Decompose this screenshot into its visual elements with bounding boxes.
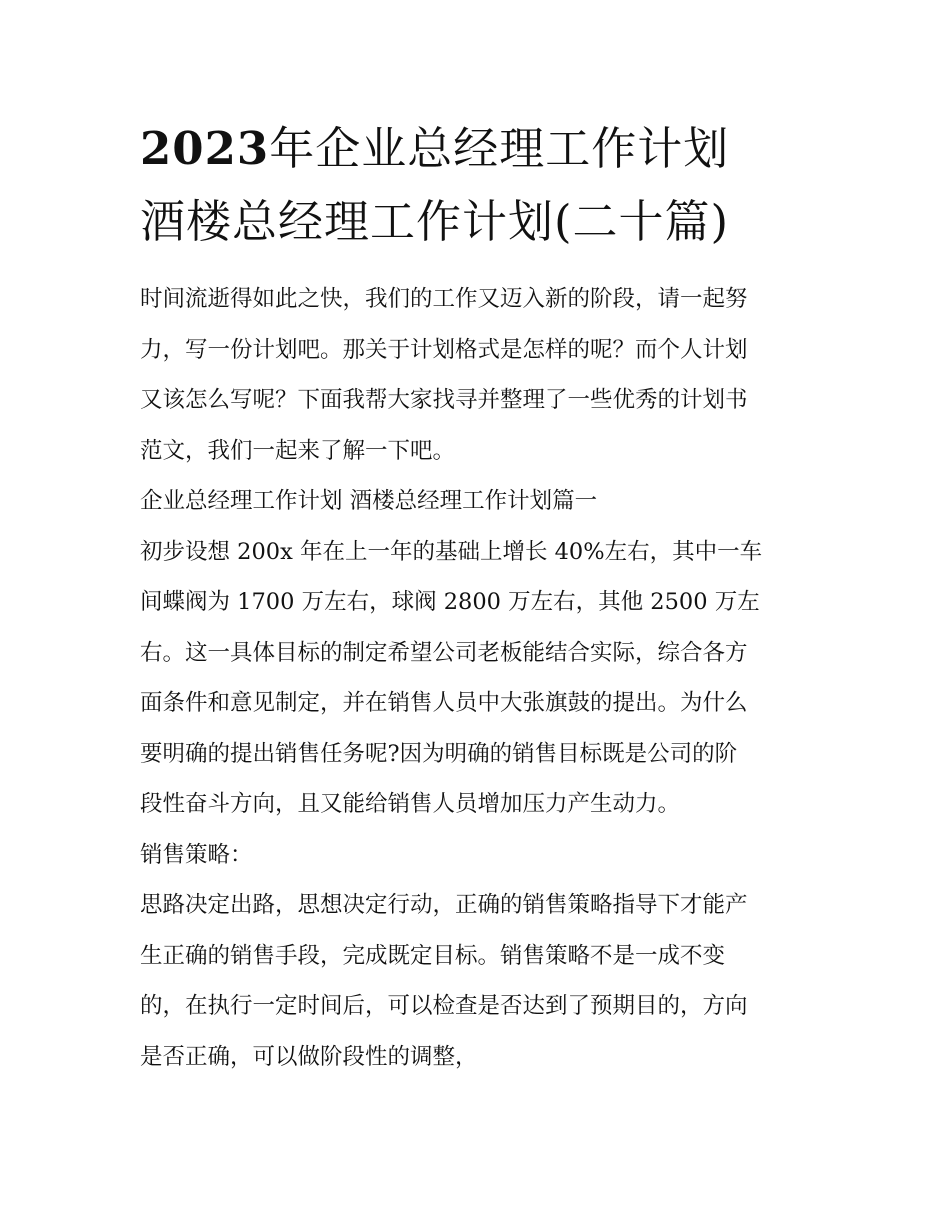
text-line: 要明确的提出销售任务呢?因为明确的销售目标既是公司的阶 — [140, 740, 738, 767]
paragraph-strategy — [140, 880, 815, 1082]
text-line: 生正确的销售手段，完成既定目标。销售策略不是一成不变 — [140, 942, 726, 969]
text-line: 间蝶阀为 1700 万左右，球阀 2800 万左右，其他 2500 万左 — [140, 589, 760, 615]
text-line: 企业总经理工作计划 酒楼总经理工作计划篇一 — [140, 488, 598, 514]
text-line: 是否正确，可以做阶段性的调整， — [140, 1043, 478, 1070]
text-line: 思路决定出路，思想决定行动，正确的销售策略指导下才能产 — [140, 892, 748, 918]
title-year: 2023 — [140, 122, 270, 175]
text-line: 力，写一份计划吧。那关于计划格式是怎样的呢？而个人计划 — [140, 336, 748, 363]
section-heading — [140, 476, 815, 527]
text-line: 时间流逝得如此之快，我们的工作又迈入新的阶段，请一起努 — [140, 286, 748, 312]
paragraph-intro — [140, 274, 815, 476]
document-page — [140, 112, 815, 1082]
text-line: 段性奋斗方向，且又能给销售人员增加压力产生动力。 — [140, 791, 681, 817]
title-line-1 — [140, 112, 815, 185]
text-line: 又该怎么写呢？下面我帮大家找寻并整理了一些优秀的计划书 — [140, 387, 748, 413]
document-title — [140, 112, 815, 258]
text-line: 销售策略： — [140, 841, 253, 868]
title-line-1-text: 年企业总经理工作计划 — [269, 122, 730, 175]
text-line: 右。这一具体目标的制定希望公司老板能结合实际，综合各方 — [140, 639, 748, 666]
document-body — [140, 274, 815, 1082]
text-line: 范文，我们一起来了解一下吧。 — [140, 437, 456, 464]
paragraph-target — [140, 527, 815, 830]
text-line: 面条件和意见制定，并在销售人员中大张旗鼓的提出。为什么 — [140, 690, 748, 716]
title-line-2: 酒楼总经理工作计划(二十篇) — [140, 195, 730, 248]
text-line: 初步设想 200x 年在上一年的基础上增长 40%左右，其中一车 — [140, 538, 763, 565]
text-line: 的，在执行一定时间后，可以检查是否达到了预期目的，方向 — [140, 993, 748, 1019]
subheading-sales-strategy — [140, 830, 815, 881]
